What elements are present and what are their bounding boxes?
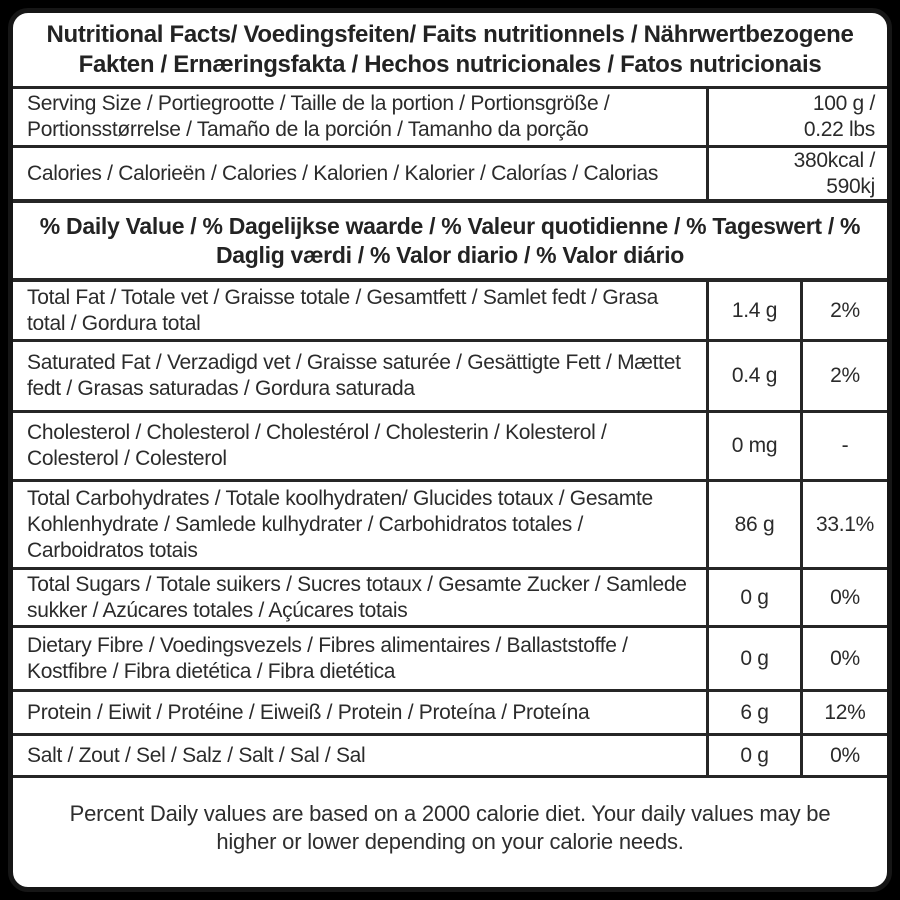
nutrient-row-protein <box>13 689 887 733</box>
footer-disclaimer: Percent Daily values are based on a 2000 calorie diet. Your daily values may be higher or lower depending on your calorie needs. <box>69 800 831 854</box>
nutrient-row-salt <box>13 733 887 775</box>
nutrient-amount: 86 g <box>706 482 800 567</box>
nutrient-label: Saturated Fat / Verzadigd vet / Graisse saturée / Gesättigte Fett / Mættet fedt / Grasas saturadas / Gordura saturada <box>27 351 681 400</box>
nutrient-row-total-carbohydrates <box>13 479 887 567</box>
nutrient-label: Cholesterol / Cholesterol / Cholestérol / Cholesterin / Kolesterol / Colesterol / Colesterol <box>27 421 607 470</box>
nutrient-row-saturated-fat <box>13 339 887 410</box>
nutrient-row-total-sugars <box>13 567 887 625</box>
nutrition-facts-label <box>8 8 892 892</box>
daily-value-header: % Daily Value / % Dagelijkse waarde / % Valeur quotidienne / % Tageswert / % Daglig værdi / % Valor diario / % Valor diário <box>39 212 861 268</box>
serving-size-value-line2: 0.22 lbs <box>803 118 875 141</box>
nutrient-daily-value: 2% <box>800 342 887 410</box>
nutrient-daily-value: 0% <box>800 570 887 625</box>
nutrient-amount: 0 g <box>706 736 800 775</box>
serving-size-value <box>706 89 887 145</box>
footer-disclaimer-row <box>13 775 887 887</box>
calories-label: Calories / Calorieën / Calories / Kalorien / Kalorier / Calorías / Calorias <box>27 161 659 185</box>
nutrient-label: Total Carbohydrates / Totale koolhydraten/ Glucides totaux / Gesamte Kohlenhydrate / Samlede kulhydrater / Carbohidratos totales / Carboidratos totais <box>27 486 653 562</box>
nutrient-daily-value: 33.1% <box>800 482 887 567</box>
nutrient-daily-value: 0% <box>800 736 887 775</box>
nutrient-label: Dietary Fibre / Voedingsvezels / Fibres alimentaires / Ballaststoffe / Kostfibre / Fibra dietética / Fibra dietética <box>27 633 628 683</box>
nutrient-label: Total Sugars / Totale suikers / Sucres totaux / Gesamte Zucker / Samlede sukker / Azúcares totales / Açúcares totais <box>27 572 687 622</box>
serving-size-label: Serving Size / Portiegrootte / Taille de la portion / Portionsgröße / Portionsstørrelse / Tamaño de la porción / Tamanho da porção <box>27 92 610 141</box>
nutrient-daily-value: 12% <box>800 692 887 733</box>
nutrient-amount: 6 g <box>706 692 800 733</box>
nutrient-daily-value: 0% <box>800 628 887 689</box>
daily-value-header-row <box>13 199 887 278</box>
calories-value <box>706 148 887 199</box>
nutrient-amount: 0 mg <box>706 413 800 479</box>
label-title-row <box>13 13 887 86</box>
serving-size-value-line1: 100 g / <box>812 92 875 115</box>
calories-row <box>13 145 887 199</box>
nutrient-row-total-fat <box>13 278 887 339</box>
label-title: Nutritional Facts/ Voedingsfeiten/ Faits nutritionnels / Nährwertbezogene Fakten / Ernæringsfakta / Hechos nutricionales / Fatos nutricionais <box>46 20 854 78</box>
nutrient-amount: 1.4 g <box>706 282 800 339</box>
nutrient-label: Salt / Zout / Sel / Salz / Salt / Sal / Sal <box>27 743 366 767</box>
nutrient-label: Total Fat / Totale vet / Graisse totale / Gesamtfett / Samlet fedt / Grasa total / Gordura total <box>27 285 659 335</box>
calories-value-line2: 590kj <box>826 174 875 198</box>
nutrient-row-dietary-fibre <box>13 625 887 689</box>
nutrient-row-cholesterol <box>13 410 887 479</box>
nutrient-label: Protein / Eiwit / Protéine / Eiweiß / Protein / Proteína / Proteína <box>27 700 590 724</box>
serving-size-row <box>13 86 887 145</box>
nutrient-amount: 0 g <box>706 570 800 625</box>
nutrient-amount: 0.4 g <box>706 342 800 410</box>
nutrient-daily-value: - <box>800 413 887 479</box>
nutrient-amount: 0 g <box>706 628 800 689</box>
nutrient-daily-value: 2% <box>800 282 887 339</box>
calories-value-line1: 380kcal / <box>793 148 875 172</box>
